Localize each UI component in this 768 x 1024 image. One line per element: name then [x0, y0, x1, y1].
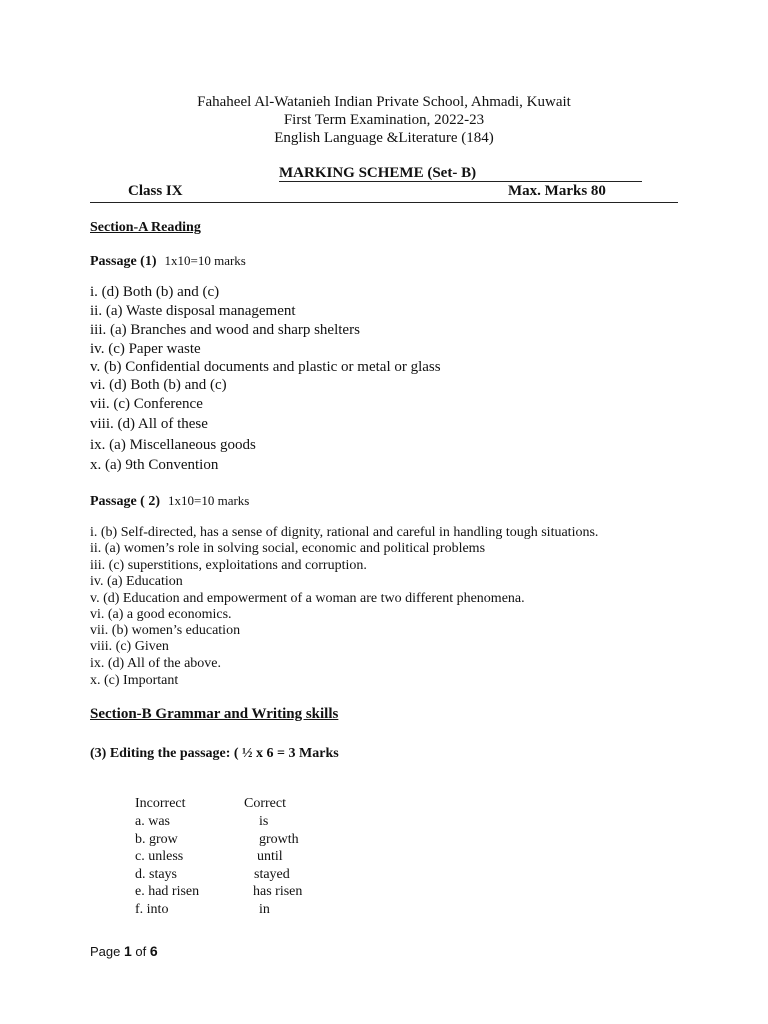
list-item: iv. (c) Paper waste [90, 341, 201, 357]
list-item: ix. (d) All of the above. [90, 656, 222, 671]
table-cell-correct: growth [259, 832, 299, 847]
list-item: viii. (d) All of these [90, 416, 208, 432]
list-item: v. (d) Education and empowerment of a woman are two different phenomena. [90, 591, 525, 606]
table-cell-incorrect: c. unless [135, 849, 184, 864]
subject-name: English Language &Literature (184) [274, 130, 494, 146]
table-cell-correct: is [259, 814, 269, 829]
table-cell-incorrect: d. stays [135, 867, 177, 882]
list-item: ix. (a) Miscellaneous goods [90, 437, 256, 453]
list-item: i. (b) Self-directed, has a sense of dignity, rational and careful in handling tough situations. [90, 525, 599, 540]
list-item: x. (c) Important [90, 673, 179, 688]
list-item: x. (a) 9th Convention [90, 457, 219, 473]
table-cell-incorrect: f. into [135, 902, 169, 917]
list-item: iii. (c) superstitions, exploitations and corruption. [90, 558, 367, 573]
exam-name: First Term Examination, 2022-23 [283, 112, 485, 128]
max-marks: Max. Marks 80 [508, 183, 606, 199]
section-a-heading: Section-A Reading [90, 220, 201, 235]
list-item: vi. (d) Both (b) and (c) [90, 377, 227, 393]
page-word: Page [90, 944, 121, 959]
passage-1-answers [90, 284, 650, 474]
list-item: vi. (a) a good economics. [90, 607, 232, 622]
list-item: vii. (c) Conference [90, 396, 203, 412]
editing-heading: (3) Editing the passage: ( ½ x 6 = 3 Marks [90, 746, 339, 761]
school-name: Fahaheel Al-Watanieh Indian Private School, Ahmadi, Kuwait [197, 94, 571, 110]
table-cell-correct: in [259, 902, 270, 917]
list-item: iii. (a) Branches and wood and sharp shelters [90, 322, 360, 338]
list-item: ii. (a) Waste disposal management [90, 303, 296, 319]
class-label: Class IX [128, 183, 183, 199]
passage-1-marks: 1x10=10 marks [164, 253, 246, 268]
section-b-heading: Section-B Grammar and Writing skills [90, 706, 339, 722]
list-item: ii. (a) women’s role in solving social, economic and political problems [90, 541, 486, 556]
page-title: MARKING SCHEME (Set- B) [279, 165, 477, 181]
column-header-correct: Correct [244, 796, 286, 811]
column-header-incorrect: Incorrect [135, 796, 186, 811]
list-item: i. (d) Both (b) and (c) [90, 284, 220, 300]
list-item: iv. (a) Education [90, 574, 183, 589]
table-cell-correct: has risen [253, 884, 303, 899]
of-word: of [135, 944, 147, 959]
list-item: v. (b) Confidential documents and plastic or metal or glass [90, 359, 441, 375]
passage-2-marks: 1x10=10 marks [168, 493, 250, 508]
passage-1-label: Passage (1) [90, 254, 157, 269]
passage-2-label: Passage ( 2) [90, 494, 160, 509]
passage-2-answers [90, 525, 690, 695]
title-underline [279, 181, 642, 182]
list-item: viii. (c) Given [90, 639, 169, 654]
passage-1-header [90, 252, 246, 270]
header-divider [90, 202, 678, 203]
total-pages: 6 [149, 943, 158, 959]
passage-2-header [90, 492, 249, 510]
editing-table [135, 796, 435, 926]
table-cell-correct: until [257, 849, 283, 864]
current-page: 1 [124, 943, 132, 959]
list-item: vii. (b) women’s education [90, 623, 241, 638]
table-cell-incorrect: a. was [135, 814, 170, 829]
table-cell-incorrect: e. had risen [135, 884, 200, 899]
table-cell-correct: stayed [254, 867, 290, 882]
table-cell-incorrect: b. grow [135, 832, 178, 847]
page-number [90, 943, 158, 959]
